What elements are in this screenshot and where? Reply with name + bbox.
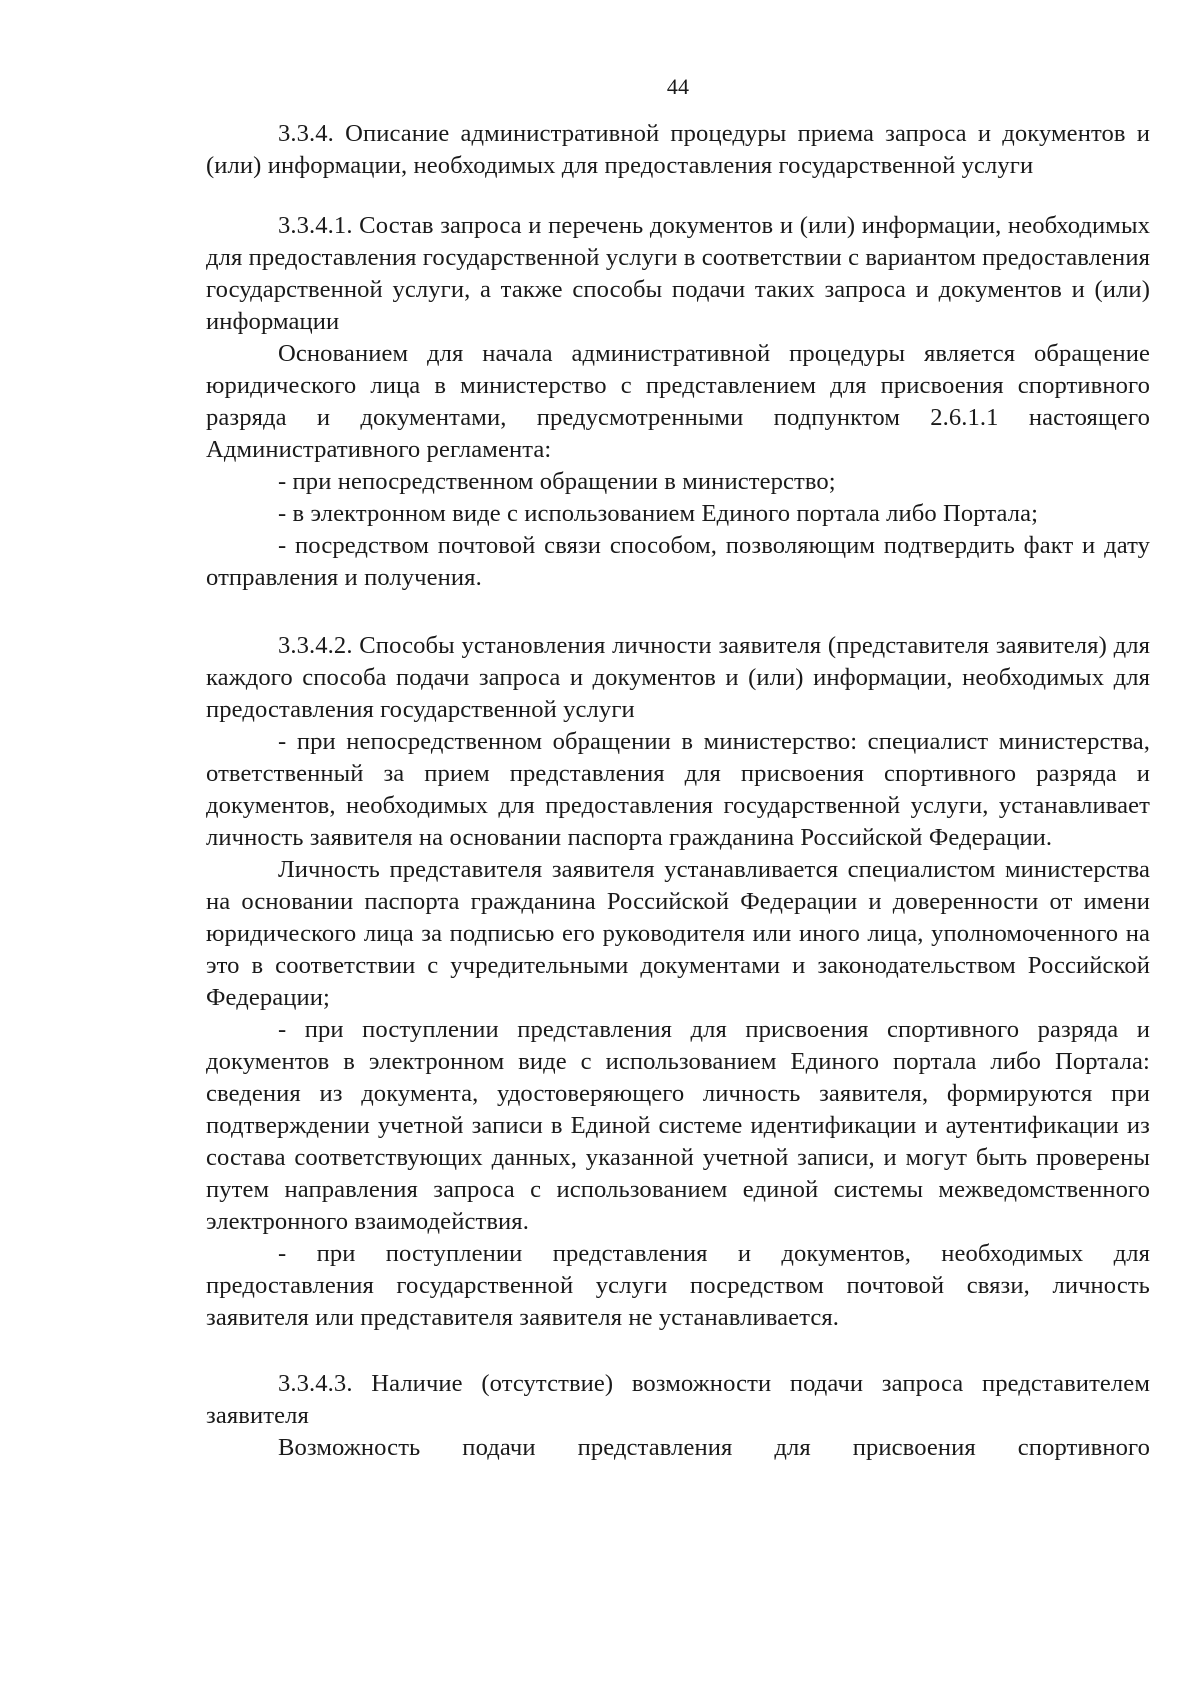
section-3-3-4-2-paragraph: - при поступлении представления и документов, необходимых для предоставления государственной услуги посредством почтовой связи, личность заявителя или представителя заявителя не устанавливается.: [206, 1240, 1150, 1331]
section-3-3-4-2-paragraph: - при поступлении представления для присвоения спортивного разряда и документов в электронном виде с использованием Единого портала либо Портала: сведения из документа, удостоверяющего личность заявителя, формируются при подтверждении учетной записи в Единой системе идентификации и аутентификации из состава соответствующих данных, указанной учетной записи, и могут быть проверены путем направления запроса с использованием единой системы межведомственного электронного взаимодействия.: [206, 1016, 1150, 1235]
section-3-3-4-2-paragraph: - при непосредственном обращении в министерство: специалист министерства, ответственный за прием представления для присвоения спортивного разряда и документов, необходимых для предоставления государственной услуги, устанавливает личность заявителя на основании паспорта гражданина Российской Федерации.: [206, 728, 1150, 851]
section-3-3-4-heading: 3.3.4. Описание административной процедуры приема запроса и документов и (или) информации, необходимых для предоставления государственной услуги: [206, 120, 1150, 179]
page-number: 44: [666, 74, 690, 99]
document-body: [206, 118, 1150, 1464]
section-3-3-4-1-list-item: - при непосредственном обращении в министерство;: [278, 468, 836, 495]
section-3-3-4-3-heading: 3.3.4.3. Наличие (отсутствие) возможности подачи запроса представителем заявителя: [206, 1370, 1150, 1429]
section-3-3-4-1-paragraph: Основанием для начала административной процедуры является обращение юридического лица в министерство с представлением для присвоения спортивного разряда и документами, предусмотренными подпунктом 2.6.1.1 настоящего Административного регламента:: [206, 340, 1150, 463]
section-3-3-4-3-paragraph: Возможность подачи представления для присвоения спортивного: [278, 1434, 1150, 1461]
section-3-3-4-1-heading: 3.3.4.1. Состав запроса и перечень документов и (или) информации, необходимых для предоставления государственной услуги в соответствии с вариантом предоставления государственной услуги, а также способы подачи таких запроса и документов и (или) информации: [206, 212, 1150, 335]
section-3-3-4-1-list-item: - в электронном виде с использованием Единого портала либо Портала;: [278, 500, 1039, 527]
section-3-3-4-1-list-item: - посредством почтовой связи способом, позволяющим подтвердить факт и дату отправления и получения.: [206, 532, 1150, 591]
section-3-3-4-2-paragraph: Личность представителя заявителя устанавливается специалистом министерства на основании паспорта гражданина Российской Федерации и доверенности от имени юридического лица за подписью его руководителя или иного лица, уполномоченного на это в соответствии с учредительными документами и законодательством Российской Федерации;: [206, 856, 1150, 1011]
section-3-3-4-2-heading: 3.3.4.2. Способы установления личности заявителя (представителя заявителя) для каждого способа подачи запроса и документов и (или) информации, необходимых для предоставления государственной услуги: [206, 632, 1150, 723]
